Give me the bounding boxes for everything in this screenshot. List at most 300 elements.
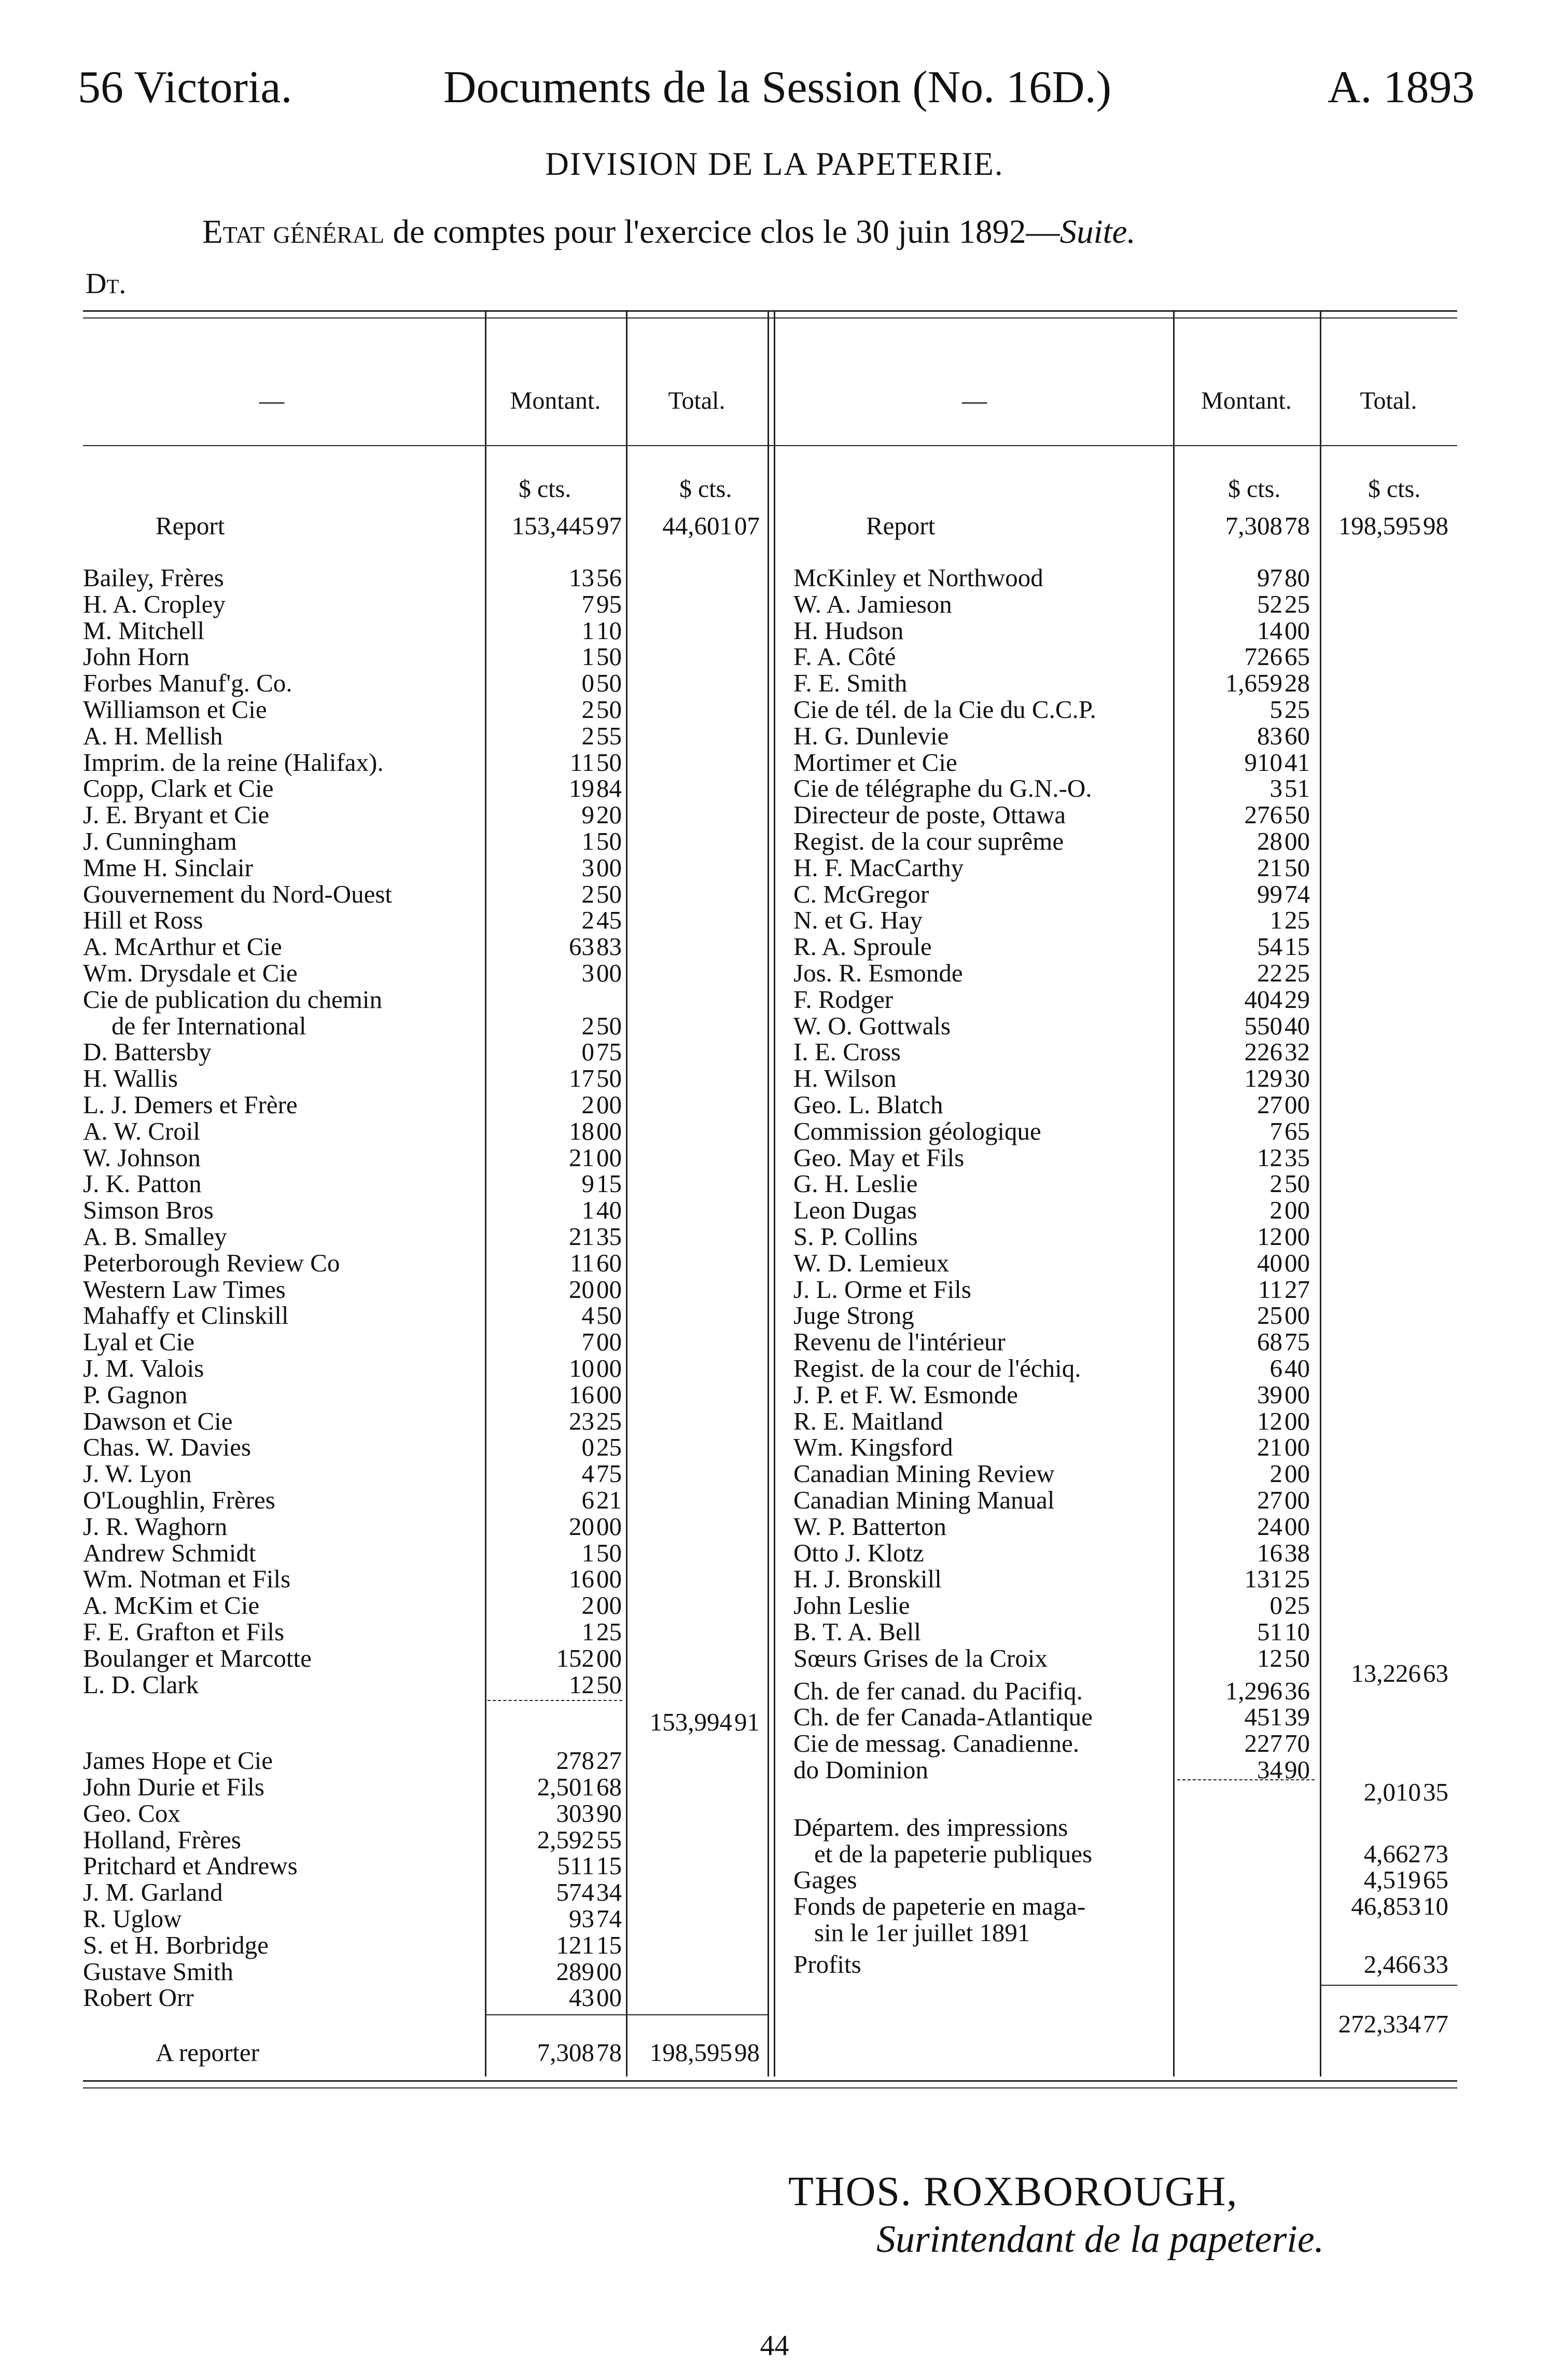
signature-name: THOS. ROXBOROUGH, — [788, 2169, 1238, 2215]
right-item-label: Sœurs Grises de la Croix — [793, 1643, 1048, 1672]
left-item-label: Williamson et Cie — [83, 695, 267, 724]
right-subtotal2-dollars: 2,010 — [1363, 1777, 1421, 1806]
left-item-5-cents: 50 — [596, 695, 622, 724]
right-item-label: N. et G. Hay — [793, 906, 923, 935]
left-item-2-dollars: 1 — [581, 616, 594, 645]
right-item-38-cents: 25 — [1285, 1565, 1310, 1594]
subtitle-suite: Suite. — [1059, 213, 1136, 251]
left-item-36-cents: 00 — [596, 1512, 622, 1541]
right-grand-total-cents: 77 — [1423, 2009, 1448, 2038]
right-item-16-dollars: 404 — [1244, 985, 1282, 1014]
left-item2-3-dollars: 2,592 — [537, 1825, 594, 1854]
right-item2-label: Ch. de fer canad. du Pacifiq. — [793, 1676, 1083, 1705]
right-grand-total-dollars: 272,334 — [1338, 2009, 1421, 2038]
right-item-7-cents: 41 — [1285, 748, 1310, 777]
vline-right-total — [1320, 310, 1321, 2077]
right-item2-3-dollars: 34 — [1257, 1755, 1282, 1784]
left-item-34-cents: 75 — [596, 1459, 622, 1488]
left-item-37-cents: 50 — [596, 1538, 622, 1567]
right-item2-3-cents: 90 — [1285, 1755, 1310, 1784]
right-subtotal1-dollars: 13,226 — [1351, 1658, 1421, 1687]
left-item-label: Mme H. Sinclair — [83, 853, 253, 882]
left-subtotal-rule — [487, 1700, 622, 1701]
right-item-35-cents: 00 — [1285, 1486, 1310, 1514]
left-item-15-cents: 00 — [596, 959, 622, 987]
left-item-40-cents: 25 — [596, 1617, 622, 1646]
left-item-22-dollars: 21 — [569, 1143, 594, 1172]
left-item-label: H. A. Cropley — [83, 589, 226, 618]
left-item-label: P. Gagnon — [83, 1380, 188, 1409]
left-item-label: J. K. Patton — [83, 1169, 202, 1198]
left-item-5-dollars: 2 — [581, 695, 594, 724]
right-item-40-cents: 10 — [1285, 1617, 1310, 1646]
right-subtotal2-rule — [1177, 1779, 1315, 1780]
left-item-1-dollars: 7 — [581, 589, 594, 618]
rule-top-2 — [83, 317, 1457, 319]
left-item2-9-cents: 00 — [596, 1983, 622, 2012]
left-item-34-dollars: 4 — [581, 1459, 594, 1488]
right-item2-label: do Dominion — [793, 1755, 928, 1784]
left-item-41-dollars: 152 — [556, 1643, 594, 1672]
right-item-6-dollars: 83 — [1257, 721, 1282, 750]
right-item-20-dollars: 27 — [1257, 1090, 1282, 1119]
left-areporter-montant-dollars: 7,308 — [537, 2038, 594, 2067]
right-item-20-cents: 00 — [1285, 1090, 1310, 1119]
left-montant-currency: $ cts. — [519, 475, 571, 503]
right-montant-currency: $ cts. — [1228, 475, 1281, 503]
left-item2-8-cents: 00 — [596, 1957, 622, 1986]
left-item-14-dollars: 63 — [569, 932, 594, 961]
right-item-29-dollars: 68 — [1257, 1327, 1282, 1357]
debit-label: Dt. — [86, 268, 127, 300]
right-item-31-cents: 00 — [1285, 1380, 1310, 1409]
left-item-6-dollars: 2 — [581, 721, 594, 750]
left-item-label: J. M. Valois — [83, 1354, 204, 1382]
left-item2-label: S. et H. Borbridge — [83, 1930, 269, 1959]
right-item-label: J. P. et F. W. Esmonde — [793, 1380, 1018, 1409]
left-item-26-cents: 60 — [596, 1248, 622, 1277]
right-item-37-cents: 38 — [1285, 1538, 1310, 1567]
left-item-6-cents: 55 — [596, 721, 622, 750]
left-subtotal-cents: 91 — [734, 1708, 760, 1737]
left-item2-8-dollars: 289 — [556, 1957, 594, 1986]
document-title: Documents de la Session (No. 16D.) — [443, 62, 1112, 113]
right-item-18-cents: 32 — [1285, 1037, 1310, 1067]
rule-bottom-1 — [83, 2080, 1457, 2082]
right-item-31-dollars: 39 — [1257, 1380, 1282, 1409]
left-item-label: Andrew Schmidt — [83, 1538, 256, 1567]
left-item-label: L. J. Demers et Frère — [83, 1090, 298, 1119]
left-item-11-dollars: 3 — [581, 853, 594, 882]
left-item-28-cents: 50 — [596, 1301, 622, 1330]
left-item-9-dollars: 9 — [581, 800, 594, 829]
left-item-label: Bailey, Frères — [83, 563, 224, 592]
right-item-label: Canadian Mining Review — [793, 1459, 1055, 1488]
left-item-label: J. Cunningham — [83, 827, 237, 855]
left-item2-4-dollars: 511 — [557, 1851, 594, 1880]
right-item-35-dollars: 27 — [1257, 1486, 1282, 1514]
left-areporter-rule — [485, 2014, 767, 2015]
right-departem-label-1: Départem. des impressions — [793, 1812, 1068, 1842]
left-item-4-cents: 50 — [596, 669, 622, 698]
left-item-23-dollars: 9 — [581, 1169, 594, 1198]
right-item-13-dollars: 1 — [1269, 906, 1282, 935]
left-item-label: J. W. Lyon — [83, 1459, 192, 1488]
right-item-9-dollars: 276 — [1244, 800, 1282, 829]
left-item2-0-dollars: 278 — [556, 1746, 594, 1775]
left-item-label: L. D. Clark — [83, 1670, 199, 1699]
right-item-0-dollars: 97 — [1257, 563, 1282, 592]
left-item-36-dollars: 20 — [569, 1512, 594, 1541]
left-item-label: O'Loughlin, Frères — [83, 1486, 275, 1514]
right-item-11-dollars: 21 — [1257, 853, 1282, 882]
left-item-12-cents: 50 — [596, 879, 622, 908]
right-profits-total-dollars: 2,466 — [1363, 1949, 1421, 1978]
right-item-5-cents: 25 — [1285, 695, 1310, 724]
vline-left-total — [626, 310, 627, 2077]
left-item-label: Chas. W. Davies — [83, 1433, 251, 1462]
left-item2-1-dollars: 2,501 — [537, 1773, 594, 1801]
right-item-41-cents: 50 — [1285, 1643, 1310, 1672]
right-item-6-cents: 60 — [1285, 721, 1310, 750]
left-item-label: Dawson et Cie — [83, 1406, 233, 1435]
division-title: DIVISION DE LA PAPETERIE. — [545, 146, 1004, 182]
right-fonds-label-1: Fonds de papeterie en maga- — [793, 1892, 1086, 1921]
right-departem-total-dollars: 4,662 — [1363, 1839, 1421, 1868]
left-item-9-cents: 20 — [596, 800, 622, 829]
right-item-2-cents: 00 — [1285, 616, 1310, 645]
left-item-20-cents: 00 — [596, 1090, 622, 1119]
right-item-label: Canadian Mining Manual — [793, 1486, 1055, 1514]
left-item-label: Wm. Notman et Fils — [83, 1565, 291, 1594]
right-item-label: John Leslie — [793, 1591, 910, 1620]
right-item-label: J. L. Orme et Fils — [793, 1275, 971, 1304]
right-item-14-dollars: 54 — [1257, 932, 1282, 961]
left-item-42-dollars: 12 — [569, 1670, 594, 1699]
left-item-10-cents: 50 — [596, 827, 622, 855]
right-item-label: H. Hudson — [793, 616, 904, 645]
left-item-18-cents: 75 — [596, 1037, 622, 1067]
left-item-label: Lyal et Cie — [83, 1327, 194, 1357]
left-item-31-dollars: 16 — [569, 1380, 594, 1409]
left-item-29-cents: 00 — [596, 1327, 622, 1357]
right-item-26-dollars: 40 — [1257, 1248, 1282, 1277]
right-item-34-dollars: 2 — [1269, 1459, 1282, 1488]
left-item-22-cents: 00 — [596, 1143, 622, 1172]
left-item2-2-dollars: 303 — [556, 1798, 594, 1828]
right-item-37-dollars: 16 — [1257, 1538, 1282, 1567]
right-item-label: W. O. Gottwals — [793, 1011, 951, 1040]
left-report-label: Report — [156, 511, 225, 540]
right-item-12-dollars: 99 — [1257, 879, 1282, 908]
left-item-label: de fer International — [111, 1011, 306, 1040]
left-item2-5-dollars: 574 — [556, 1878, 594, 1907]
left-item-30-cents: 00 — [596, 1354, 622, 1382]
right-report-total-cents: 98 — [1423, 511, 1448, 540]
right-item-label: H. G. Dunlevie — [793, 721, 949, 750]
left-item-30-dollars: 10 — [569, 1354, 594, 1382]
left-item-0-dollars: 13 — [569, 563, 594, 592]
right-item-label: R. A. Sproule — [793, 932, 932, 961]
left-item2-label: Geo. Cox — [83, 1798, 180, 1828]
right-item-17-cents: 40 — [1285, 1011, 1310, 1040]
right-item2-label: Cie de messag. Canadienne. — [793, 1729, 1080, 1758]
right-departem-total-cents: 73 — [1423, 1839, 1448, 1868]
left-item-label: Peterborough Review Co — [83, 1248, 340, 1277]
right-item-3-dollars: 726 — [1244, 642, 1282, 671]
left-item-label: H. Wallis — [83, 1064, 178, 1093]
left-item-0-cents: 56 — [596, 563, 622, 592]
left-item-33-dollars: 0 — [581, 1433, 594, 1462]
left-item2-label: Robert Orr — [83, 1983, 194, 2012]
right-item-label: W. D. Lemieux — [793, 1248, 950, 1277]
right-blank-header: — — [962, 387, 987, 414]
right-item-label: Juge Strong — [793, 1301, 914, 1330]
right-subtotal2-cents: 35 — [1423, 1777, 1448, 1806]
right-item-label: H. Wilson — [793, 1064, 897, 1093]
right-item-11-cents: 50 — [1285, 853, 1310, 882]
left-item-19-cents: 50 — [596, 1064, 622, 1093]
left-item2-6-dollars: 93 — [569, 1904, 594, 1933]
left-item-8-dollars: 19 — [569, 774, 594, 803]
right-item-29-cents: 75 — [1285, 1327, 1310, 1357]
left-item-label: A. H. Mellish — [83, 721, 223, 750]
right-report-label: Report — [866, 511, 936, 540]
right-item-15-cents: 25 — [1285, 959, 1310, 987]
right-item-39-cents: 25 — [1285, 1591, 1310, 1620]
right-item-27-dollars: 11 — [1258, 1275, 1282, 1304]
right-item-1-dollars: 52 — [1257, 589, 1282, 618]
left-item-33-cents: 25 — [596, 1433, 622, 1462]
left-item-label: A. McKim et Cie — [83, 1591, 260, 1620]
right-subtotal1-cents: 63 — [1423, 1658, 1448, 1687]
left-item-18-dollars: 0 — [581, 1037, 594, 1067]
left-item-21-dollars: 18 — [569, 1116, 594, 1145]
left-item-7-cents: 50 — [596, 748, 622, 777]
left-item-label: Boulanger et Marcotte — [83, 1643, 312, 1672]
left-item2-label: Pritchard et Andrews — [83, 1851, 298, 1880]
right-profits-label: Profits — [793, 1949, 861, 1978]
left-item-15-dollars: 3 — [581, 959, 594, 987]
right-item-33-dollars: 21 — [1257, 1433, 1282, 1462]
left-item-11-cents: 00 — [596, 853, 622, 882]
right-item-label: Leon Dugas — [793, 1196, 917, 1225]
right-item-label: I. E. Cross — [793, 1037, 901, 1067]
left-areporter-total-dollars: 198,595 — [649, 2038, 732, 2067]
right-item-34-cents: 00 — [1285, 1459, 1310, 1488]
left-item-42-cents: 50 — [596, 1670, 622, 1699]
right-fonds-label-2: sin le 1er juillet 1891 — [814, 1918, 1030, 1947]
right-profits-total-cents: 33 — [1423, 1949, 1448, 1978]
left-item-label: John Horn — [83, 642, 190, 671]
right-item-19-cents: 30 — [1285, 1064, 1310, 1093]
right-item-label: R. E. Maitland — [793, 1406, 943, 1435]
left-item-27-cents: 00 — [596, 1275, 622, 1304]
right-item-14-cents: 15 — [1285, 932, 1310, 961]
subtitle-text: de comptes pour l'exercice clos le 30 juin 1892— — [384, 213, 1060, 251]
right-item-30-cents: 40 — [1285, 1354, 1310, 1382]
right-item-40-dollars: 51 — [1257, 1617, 1282, 1646]
right-item-26-cents: 00 — [1285, 1248, 1310, 1277]
right-item-label: Geo. May et Fils — [793, 1143, 965, 1172]
right-item-18-dollars: 226 — [1244, 1037, 1282, 1067]
left-item-12-dollars: 2 — [581, 879, 594, 908]
right-item-10-dollars: 28 — [1257, 827, 1282, 855]
left-item2-label: John Durie et Fils — [83, 1773, 264, 1801]
left-item-28-dollars: 4 — [581, 1301, 594, 1330]
left-item-label: Hill et Ross — [83, 906, 203, 935]
right-report-montant-dollars: 7,308 — [1225, 511, 1282, 540]
right-item-21-dollars: 7 — [1269, 1116, 1282, 1145]
right-item-7-dollars: 910 — [1244, 748, 1282, 777]
left-item2-2-cents: 90 — [596, 1798, 622, 1828]
left-item2-7-cents: 15 — [596, 1930, 622, 1959]
right-item-label: G. H. Leslie — [793, 1169, 918, 1198]
left-item-4-dollars: 0 — [581, 669, 594, 698]
left-item-24-dollars: 1 — [581, 1196, 594, 1225]
left-item2-6-cents: 74 — [596, 1904, 622, 1933]
left-item-38-cents: 00 — [596, 1565, 622, 1594]
left-item2-label: R. Uglow — [83, 1904, 182, 1933]
left-item-40-dollars: 1 — [581, 1617, 594, 1646]
right-item-label: W. A. Jamieson — [793, 589, 952, 618]
left-item-13-cents: 45 — [596, 906, 622, 935]
vline-right-montant — [1173, 310, 1175, 2077]
left-item-label: D. Battersby — [83, 1037, 212, 1067]
left-item-label: A. McArthur et Cie — [83, 932, 282, 961]
right-item-label: Cie de télégraphe du G.N.-O. — [793, 774, 1092, 803]
left-item-26-dollars: 11 — [569, 1248, 594, 1277]
left-item-label: J. R. Waghorn — [83, 1512, 228, 1541]
rule-top-1 — [83, 310, 1457, 312]
right-item-28-cents: 00 — [1285, 1301, 1310, 1330]
left-item-35-dollars: 6 — [581, 1486, 594, 1514]
right-item2-0-dollars: 1,296 — [1225, 1676, 1282, 1705]
left-item-23-cents: 15 — [596, 1169, 622, 1198]
right-item-8-cents: 51 — [1285, 774, 1310, 803]
right-item-label: S. P. Collins — [793, 1222, 918, 1251]
left-item-label: A. W. Croil — [83, 1116, 200, 1145]
left-report-montant-cents: 97 — [596, 511, 622, 540]
right-item-label: McKinley et Northwood — [793, 563, 1043, 592]
left-item-21-cents: 00 — [596, 1116, 622, 1145]
left-item-label: Simson Bros — [83, 1196, 214, 1225]
right-item-label: Commission géologique — [793, 1116, 1041, 1145]
right-item-24-cents: 00 — [1285, 1196, 1310, 1225]
right-item-label: W. P. Batterton — [793, 1512, 946, 1541]
left-item-13-dollars: 2 — [581, 906, 594, 935]
right-item-17-dollars: 550 — [1244, 1011, 1282, 1040]
left-subtotal-dollars: 153,994 — [649, 1708, 732, 1737]
right-item-8-dollars: 3 — [1269, 774, 1282, 803]
right-item-label: Revenu de l'intérieur — [793, 1327, 1006, 1357]
left-item2-5-cents: 34 — [596, 1878, 622, 1907]
right-item-33-cents: 00 — [1285, 1433, 1310, 1462]
right-item-25-cents: 00 — [1285, 1222, 1310, 1251]
right-item2-1-cents: 39 — [1285, 1703, 1310, 1732]
right-total-header: Total. — [1360, 387, 1417, 414]
left-item-2-cents: 10 — [596, 616, 622, 645]
right-item-label: H. F. MacCarthy — [793, 853, 964, 882]
left-item-27-dollars: 20 — [569, 1275, 594, 1304]
left-item-label: Wm. Drysdale et Cie — [83, 959, 298, 987]
left-item-17-cents: 50 — [596, 1011, 622, 1040]
right-item2-0-cents: 36 — [1285, 1676, 1310, 1705]
right-item-16-cents: 29 — [1285, 985, 1310, 1014]
right-item-36-cents: 00 — [1285, 1512, 1310, 1541]
left-item2-9-dollars: 43 — [569, 1983, 594, 2012]
right-gages-total-dollars: 4,519 — [1363, 1865, 1421, 1894]
right-item-3-cents: 65 — [1285, 642, 1310, 671]
left-item-39-cents: 00 — [596, 1591, 622, 1620]
right-item-label: F. Rodger — [793, 985, 894, 1014]
right-item-19-dollars: 129 — [1244, 1064, 1282, 1093]
left-item-1-cents: 95 — [596, 589, 622, 618]
right-item2-label: Ch. de fer Canada-Atlantique — [793, 1703, 1093, 1732]
right-item-23-dollars: 2 — [1269, 1169, 1282, 1198]
right-item-27-cents: 27 — [1285, 1275, 1310, 1304]
left-item-29-dollars: 7 — [581, 1327, 594, 1357]
right-item-36-dollars: 24 — [1257, 1512, 1282, 1541]
right-item2-2-cents: 70 — [1285, 1729, 1310, 1758]
left-item-17-dollars: 2 — [581, 1011, 594, 1040]
left-item-38-dollars: 16 — [569, 1565, 594, 1594]
right-item2-2-dollars: 227 — [1244, 1729, 1282, 1758]
right-item-label: Jos. R. Esmonde — [793, 959, 963, 987]
left-report-total-dollars: 44,601 — [662, 511, 732, 540]
right-item-5-dollars: 5 — [1269, 695, 1282, 724]
left-item-label: Western Law Times — [83, 1275, 286, 1304]
right-item-32-cents: 00 — [1285, 1406, 1310, 1435]
right-item-label: Wm. Kingsford — [793, 1433, 953, 1462]
right-item-23-cents: 50 — [1285, 1169, 1310, 1198]
right-item-0-cents: 80 — [1285, 563, 1310, 592]
right-item-32-dollars: 12 — [1257, 1406, 1282, 1435]
right-item-label: H. J. Bronskill — [793, 1565, 942, 1594]
left-item2-3-cents: 55 — [596, 1825, 622, 1854]
right-departem-label-2: et de la papeterie publiques — [814, 1839, 1093, 1868]
right-item-22-cents: 35 — [1285, 1143, 1310, 1172]
right-item-9-cents: 50 — [1285, 800, 1310, 829]
right-total-currency: $ cts. — [1368, 475, 1421, 503]
left-item-24-cents: 40 — [596, 1196, 622, 1225]
left-item-39-dollars: 2 — [581, 1591, 594, 1620]
right-item-label: Otto J. Klotz — [793, 1538, 924, 1567]
right-item-label: F. A. Côté — [793, 642, 896, 671]
left-item2-0-cents: 27 — [596, 1746, 622, 1775]
right-gages-label: Gages — [793, 1865, 857, 1894]
left-item-41-cents: 00 — [596, 1643, 622, 1672]
left-montant-header: Montant. — [510, 387, 601, 414]
right-item-label: F. E. Smith — [793, 669, 908, 698]
left-item-label: Copp, Clark et Cie — [83, 774, 274, 803]
right-item-label: Directeur de poste, Ottawa — [793, 800, 1066, 829]
left-item-19-dollars: 17 — [569, 1064, 594, 1093]
left-item-20-dollars: 2 — [581, 1090, 594, 1119]
page-number: 44 — [760, 2330, 789, 2362]
left-item-label: Cie de publication du chemin — [83, 985, 382, 1014]
right-item-30-dollars: 6 — [1269, 1354, 1282, 1382]
right-item-39-dollars: 0 — [1269, 1591, 1282, 1620]
vline-center-1 — [767, 310, 769, 2077]
vline-center-2 — [774, 310, 775, 2077]
left-item-8-cents: 84 — [596, 774, 622, 803]
year: A. 1893 — [1328, 62, 1475, 113]
left-item-label: Gouvernement du Nord-Ouest — [83, 879, 393, 908]
session-number: 56 Victoria. — [78, 62, 292, 113]
right-report-montant-cents: 78 — [1285, 511, 1310, 540]
right-item-label: B. T. A. Bell — [793, 1617, 921, 1646]
